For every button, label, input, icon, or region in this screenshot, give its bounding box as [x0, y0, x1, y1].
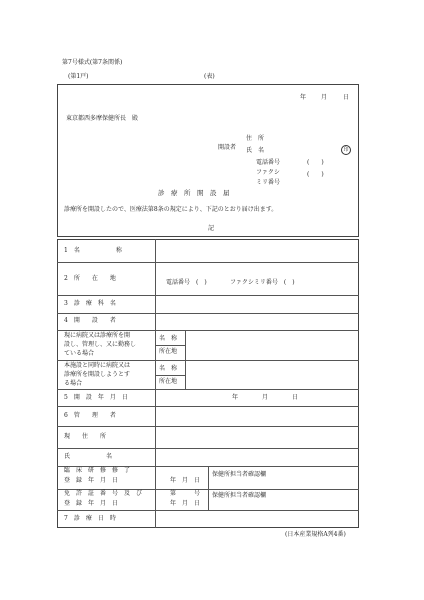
seal-mark: 印 — [341, 145, 351, 155]
row-training-note: 保健所担当者確認欄 — [212, 471, 267, 478]
row-existing-sub-name: 名 称 — [159, 335, 178, 342]
side-label: (表) — [204, 73, 215, 80]
addressee: 東京都西多摩保健所長 殿 — [66, 115, 139, 122]
page-label: (第1戸) — [68, 73, 89, 80]
fax-paren: ( ) — [307, 171, 324, 178]
row-concurrent-sub-address: 所在地 — [159, 378, 178, 385]
row-open-date-year: 年 — [232, 394, 239, 401]
row-concurrent-label-2: 診療所を開設しようとす — [64, 371, 131, 378]
form-title: 診 療 所 開 設 届 — [158, 189, 230, 197]
applicant-role: 開設者 — [218, 144, 237, 151]
row-existing-sub-address: 所在地 — [159, 348, 178, 355]
row-hours-label: 7 診 療 日 時 — [64, 515, 116, 522]
row-manager-label: 6 管 理 者 — [64, 412, 116, 419]
date-year: 年 — [300, 94, 307, 101]
row-manager-name-label: 氏 名 — [64, 453, 113, 460]
row-existing-label-3: ている場合 — [64, 350, 95, 357]
row-open-date-label: 5 開 設 年 月 日 — [64, 394, 128, 401]
row-license-date: 年 月 日 — [170, 500, 201, 507]
row-training-date: 年 月 日 — [170, 477, 201, 484]
date-day: 日 — [343, 94, 350, 101]
body-text: 診療所を開設したので、医療法第8条の規定により、下記のとおり届け出ます。 — [64, 206, 278, 213]
row-license-number: 第 号 — [170, 490, 201, 497]
footer-note: (日本産業規格A列4番) — [285, 531, 346, 538]
row-existing-label-2: 設し、管理し、又に勤務し — [64, 341, 137, 348]
date-month: 月 — [321, 94, 328, 101]
name-label: 氏 名 — [246, 147, 265, 154]
row-license-note: 保健所担当者確認欄 — [212, 492, 267, 499]
row-open-date-month: 月 — [262, 394, 269, 401]
fax-label-2: ミリ番号 — [256, 179, 281, 186]
row-concurrent-sub-name: 名 称 — [159, 365, 178, 372]
address-label: 住 所 — [246, 135, 265, 142]
phone-paren: ( ) — [307, 159, 324, 166]
row-concurrent-label-3: る場合 — [64, 380, 83, 387]
row-existing-label-1: 現に病院又は診療所を開 — [64, 332, 131, 339]
form-id: 第7号様式(第7条関係) — [62, 59, 123, 66]
row-location-phone: 電話番号 ( ) — [166, 279, 207, 286]
row-license-label-1: 免 許 証 番 号 及 び — [64, 490, 143, 497]
ki-label: 記 — [208, 225, 215, 232]
row-license-label-2: 登 録 年 月 日 — [64, 500, 119, 507]
row-departments-label: 3 診 療 科 名 — [64, 300, 116, 307]
row-location-label: 2 所 在 地 — [64, 275, 116, 282]
row-name-label: 1 名 称 — [64, 247, 122, 254]
fax-label: ファクシ — [256, 169, 280, 176]
row-current-address-label: 現 住 所 — [64, 433, 107, 440]
row-training-label-2: 登 録 年 月 日 — [64, 477, 119, 484]
row-training-label-1: 臨 床 研 修 修 了 — [64, 467, 131, 474]
phone-label: 電話番号 — [256, 159, 281, 166]
row-concurrent-label-1: 本施設と同時に病院又は — [64, 362, 131, 369]
row-founder-label: 4 開 設 者 — [64, 317, 116, 324]
row-location-fax: ファクシミリ番号 ( ) — [230, 279, 295, 286]
row-open-date-day: 日 — [292, 394, 299, 401]
